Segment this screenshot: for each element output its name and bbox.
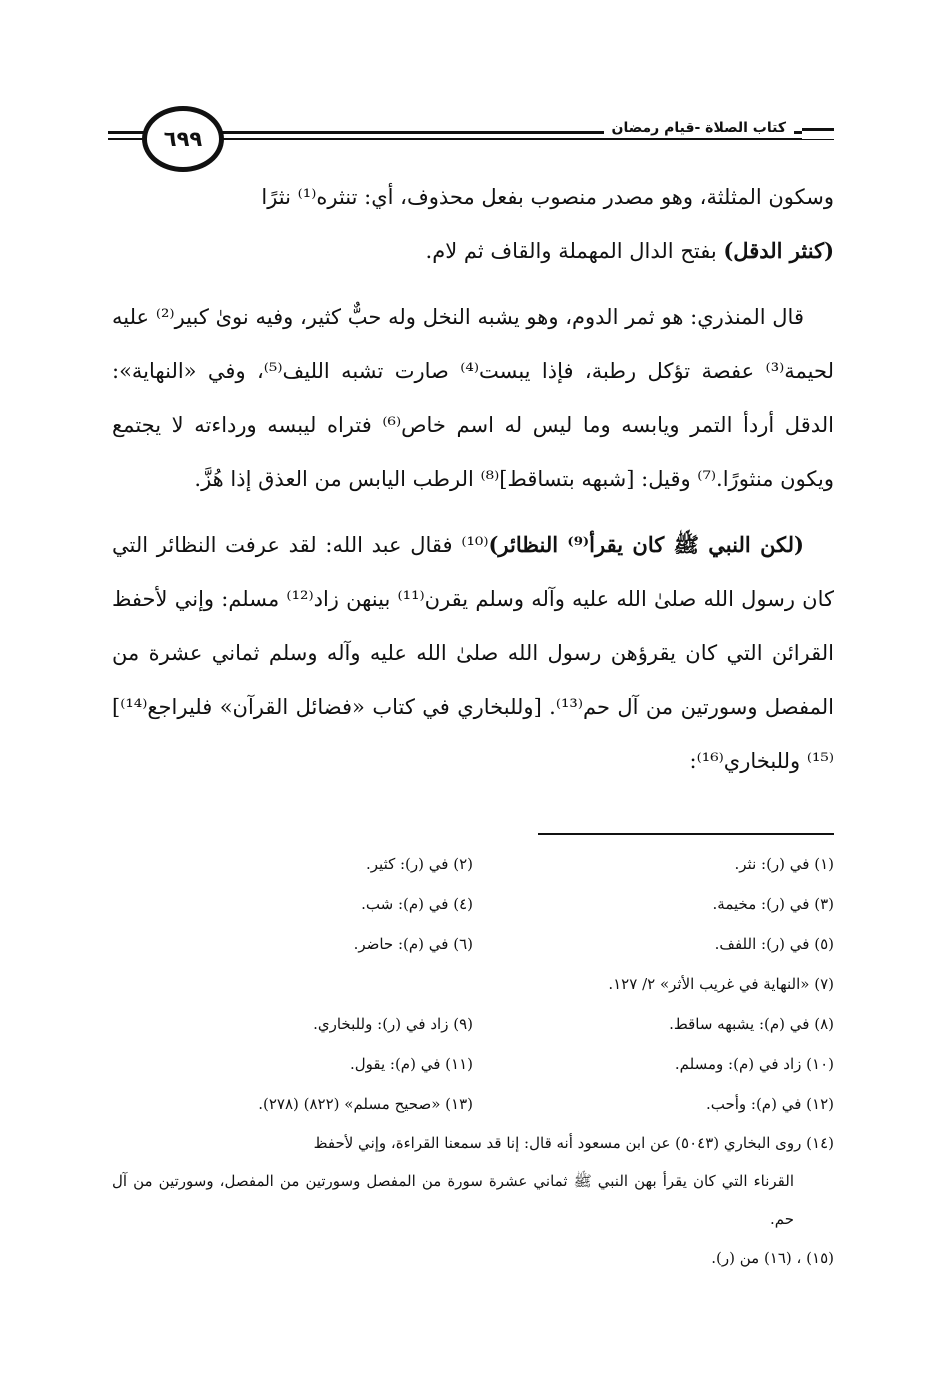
footnote-9: (٩) زاد في (ر): وللبخاري. xyxy=(313,1015,473,1033)
footnote-row xyxy=(112,924,834,964)
footnote-1: (١) في (ر): نثر. xyxy=(734,855,834,873)
footnote-11: (١١) في (م): يقول. xyxy=(349,1055,473,1073)
page-header xyxy=(108,100,834,175)
p3-rest: ⁽¹⁰⁾ فقال عبد الله: لقد عرفت النظائر التي كان رسول الله صلىٰ الله عليه وآله وسلم يقرن⁽¹¹⁾ بينهن زاد⁽¹²⁾ مسلم: وإني لأحفظ القرائن التي كان يقرؤهن رسول الله صلىٰ الله عليه وآله وسلم ثماني عشرة من المفصل وسورتين من آل حم⁽¹³⁾. [وللبخاري في كتاب «فضائل القرآن» فليراجع⁽¹⁴⁾]⁽¹⁵⁾ وللبخاري⁽¹⁶⁾: xyxy=(112,533,834,773)
footnote-row xyxy=(112,884,834,924)
footnote-row xyxy=(112,1004,834,1044)
footnote-13: (١٣) «صحيح مسلم» (٨٢٢) (٢٧٨). xyxy=(258,1095,473,1113)
footnote-10: (١٠) زاد في (م): ومسلم. xyxy=(674,1055,834,1073)
p1-rest: بفتح الدال المهملة والقاف ثم لام. xyxy=(425,239,724,263)
footnote-14 xyxy=(112,1124,834,1238)
page-number-badge xyxy=(142,106,224,172)
footnote-5: (٥) في (ر): اللفف. xyxy=(714,935,834,953)
footnote-row xyxy=(112,1238,834,1278)
footnote-7: (٧) «النهاية في غريب الأثر» ٢/ ١٢٧. xyxy=(608,975,834,993)
header-dash xyxy=(802,128,834,140)
footnote-3: (٣) في (ر): مخيمة. xyxy=(712,895,834,913)
footnote-row xyxy=(112,964,834,1004)
paragraph-2: قال المنذري: هو ثمر الدوم، وهو يشبه النخل وله حبٌّ كثير، وفيه نوىٰ كبير⁽²⁾ عليه لحيمة⁽³⁾ عفصة تؤكل رطبة، فإذا يبست⁽⁴⁾ صارت تشبه الليف⁽⁵⁾، وفي «النهاية»: الدقل أردأ التمر ويابسه وما ليس له اسم خاص⁽⁶⁾ فتراه ليبسه ورداءته لا يجتمع ويكون منثورًا.⁽⁷⁾ وقيل: [شبهه بتساقط]⁽⁸⁾ الرطب اليابس من العذق إذا هُزَّ. xyxy=(112,305,834,491)
footnote-row xyxy=(112,844,834,884)
p1-bold-phrase: (كنثر الدقل) xyxy=(723,238,834,263)
p1-line1: وسكون المثلثة، وهو مصدر منصوب بفعل محذوف، أي: تنثره⁽¹⁾ نثرًا xyxy=(261,185,834,209)
paragraph-1 xyxy=(112,170,834,278)
page-number: ٦٩٩ xyxy=(163,127,203,151)
footnote-4: (٤) في (م): شب. xyxy=(361,895,473,913)
footnote-6: (٦) في (م): حاضر. xyxy=(353,935,473,953)
footnotes xyxy=(112,844,834,1278)
footnote-separator xyxy=(538,833,834,835)
footnote-8: (٨) في (م): يشبهه ساقط. xyxy=(669,1015,834,1033)
footnote-row xyxy=(112,1044,834,1084)
footnote-14-line1: (١٤) روى البخاري (٥٠٤٣) عن ابن مسعود أنه قال: إنا قد سمعنا القراءة، وإني لأحفظ xyxy=(313,1134,834,1152)
footnote-12: (١٢) في (م): وأحب. xyxy=(705,1095,834,1113)
running-title: كتاب الصلاة -قيام رمضان xyxy=(604,120,795,136)
footnote-15-16: (١٥) ، (١٦) من (ر). xyxy=(711,1249,834,1267)
footnote-row xyxy=(112,1084,834,1124)
main-text xyxy=(112,170,834,800)
footnote-2: (٢) في (ر): كثير. xyxy=(366,855,473,873)
footnote-14-cont: القرناء التي كان يقرأ بهن النبي ﷺ ثماني عشرة سورة من المفصل وسورتين من المفصل، وسورتين من آل حم. xyxy=(112,1172,794,1228)
paragraph-3 xyxy=(112,518,834,788)
p3-bold-phrase: (لكن النبي ﷺ كان يقرأ⁽⁹⁾ النظائر) xyxy=(488,532,804,557)
